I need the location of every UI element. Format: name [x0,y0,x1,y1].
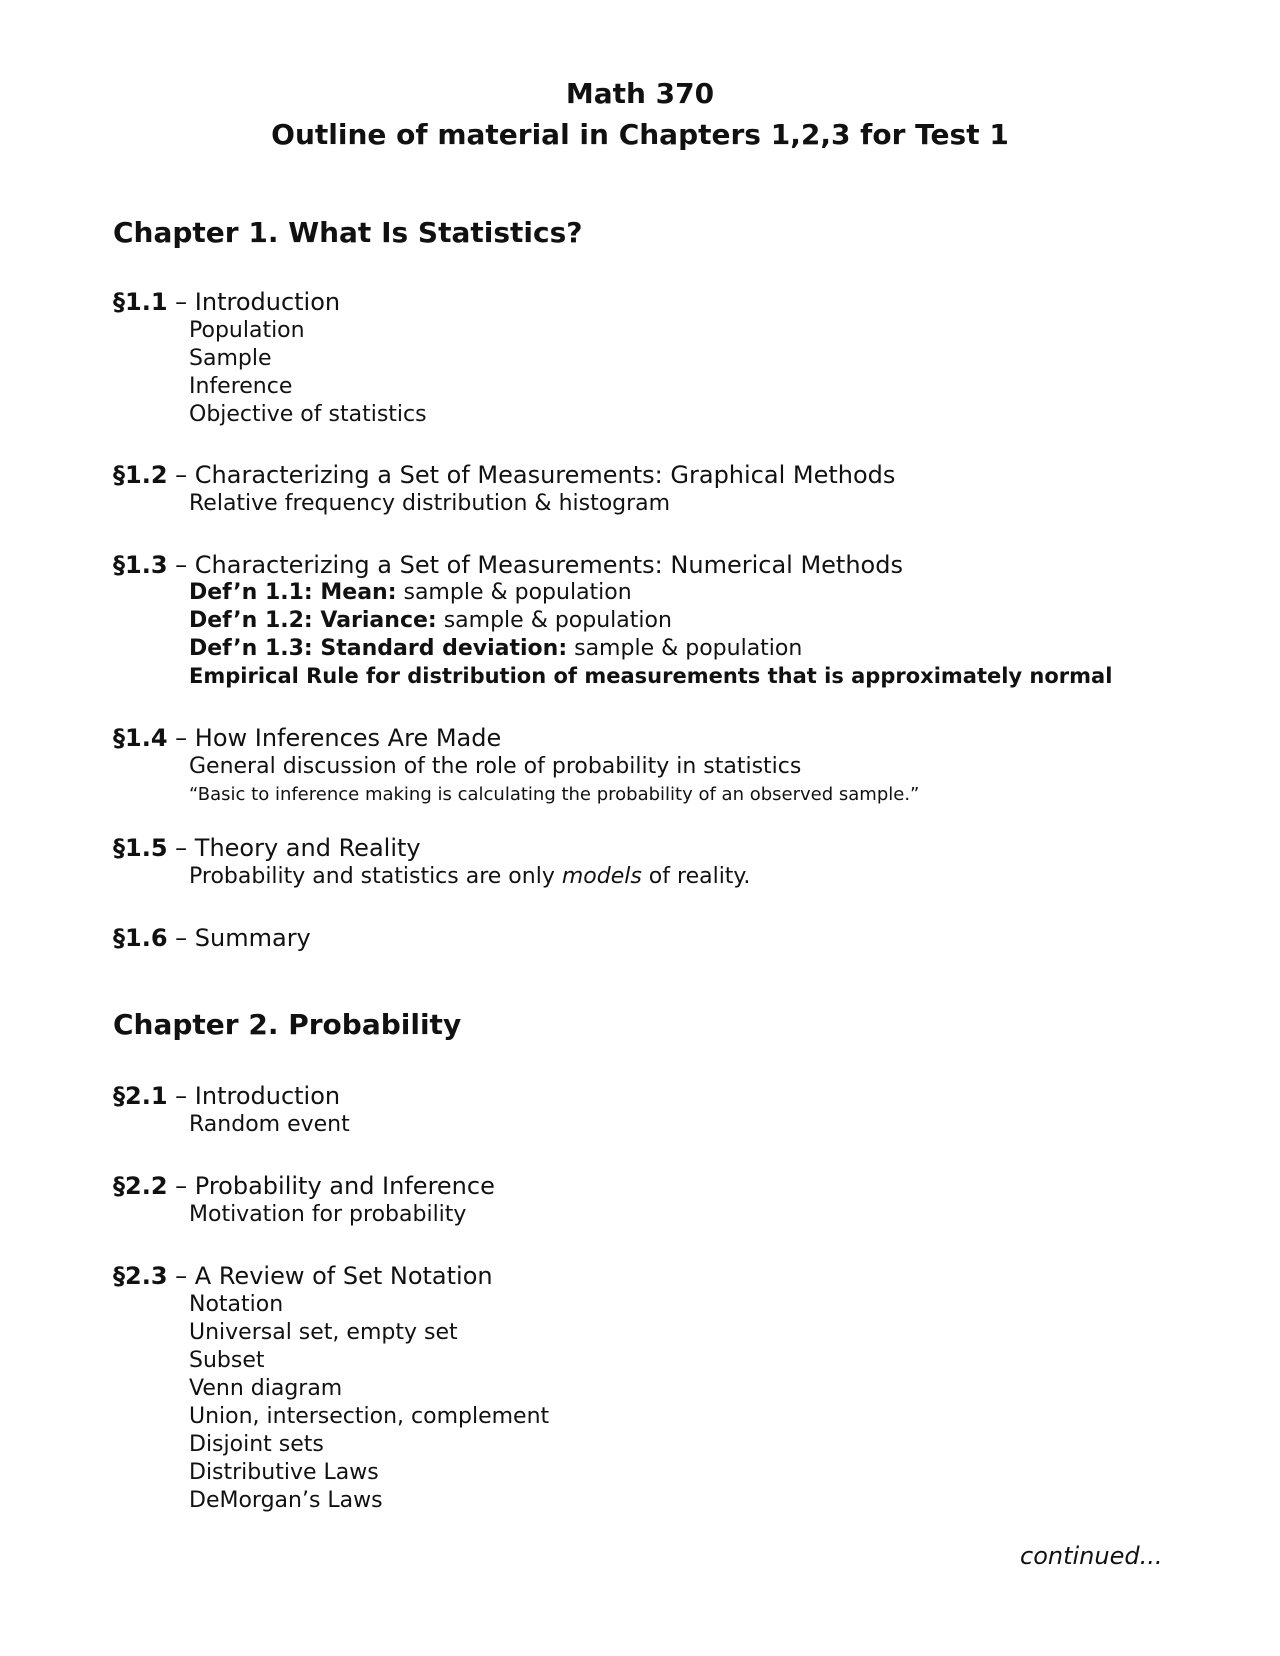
section-number: §1.4 [113,724,168,752]
section-separator: – [167,1262,195,1290]
page-subtitle: Outline of material in Chapters 1,2,3 for Test 1 [271,118,1009,151]
section-1-2 [113,461,895,489]
definition-mean [189,580,632,605]
section-separator: – [167,1172,195,1200]
list-item: Objective of statistics [189,402,427,427]
list-item: Population [189,318,305,343]
list-item: Distributive Laws [189,1460,379,1485]
section-number: §2.1 [113,1082,168,1110]
list-item: Relative frequency distribution & histogram [189,491,671,516]
list-item: Disjoint sets [189,1432,324,1457]
section-separator: – [167,461,195,489]
list-item: Universal set, empty set [189,1320,458,1345]
section-title: Summary [194,924,311,952]
list-item: Motivation for probability [189,1202,467,1227]
definition-standard-deviation [189,636,802,661]
list-item: Inference [189,374,293,399]
section-number: §2.3 [113,1262,168,1290]
section-separator: – [167,924,195,952]
definition-label: Def’n 1.2: Variance: [189,608,437,633]
theory-reality-line [189,864,750,889]
section-separator: – [167,1082,195,1110]
definition-label: Def’n 1.3: Standard deviation: [189,636,568,661]
section-title: Probability and Inference [194,1172,495,1200]
emphasis-text: models [561,864,642,889]
section-title: How Inferences Are Made [194,724,502,752]
section-2-2 [113,1172,495,1200]
empirical-rule: Empirical Rule for distribution of measurements that is approximately normal [189,664,1113,688]
section-separator: – [167,834,195,862]
section-number: §1.1 [113,288,168,316]
section-1-1 [113,288,340,316]
section-title: Theory and Reality [194,834,421,862]
section-title: Characterizing a Set of Measurements: Numerical Methods [194,551,903,579]
section-separator: – [167,288,195,316]
list-item: General discussion of the role of probability in statistics [189,754,802,779]
quote: “Basic to inference making is calculating the probability of an observed sample.” [189,784,920,805]
section-separator: – [167,724,195,752]
section-number: §1.5 [113,834,168,862]
list-item: Sample [189,346,272,371]
section-1-6 [113,924,311,952]
definition-text: sample & population [396,580,632,605]
chapter-2-heading: Chapter 2. Probability [113,1008,462,1041]
section-title: Introduction [194,288,341,316]
definition-text: sample & population [436,608,672,633]
definition-variance [189,608,672,633]
list-item: Random event [189,1112,350,1137]
section-number: §1.2 [113,461,168,489]
line-text: of reality. [641,864,751,889]
list-item: Union, intersection, complement [189,1404,550,1429]
section-2-3 [113,1262,493,1290]
section-separator: – [167,551,195,579]
list-item: Subset [189,1348,265,1373]
section-number: §1.6 [113,924,168,952]
section-1-5 [113,834,421,862]
section-1-4 [113,724,501,752]
list-item: Notation [189,1292,284,1317]
continued-note: continued... [1020,1542,1163,1570]
section-number: §1.3 [113,551,168,579]
section-title: Characterizing a Set of Measurements: Graphical Methods [194,461,896,489]
line-text: Probability and statistics are only [189,864,562,889]
section-number: §2.2 [113,1172,168,1200]
section-title: A Review of Set Notation [194,1262,493,1290]
course-title: Math 370 [565,77,715,110]
section-1-3 [113,551,903,579]
list-item: DeMorgan’s Laws [189,1488,383,1513]
section-title: Introduction [194,1082,341,1110]
definition-text: sample & population [567,636,803,661]
chapter-1-heading: Chapter 1. What Is Statistics? [113,216,583,249]
definition-label: Def’n 1.1: Mean: [189,580,397,605]
list-item: Venn diagram [189,1376,343,1401]
section-2-1 [113,1082,340,1110]
